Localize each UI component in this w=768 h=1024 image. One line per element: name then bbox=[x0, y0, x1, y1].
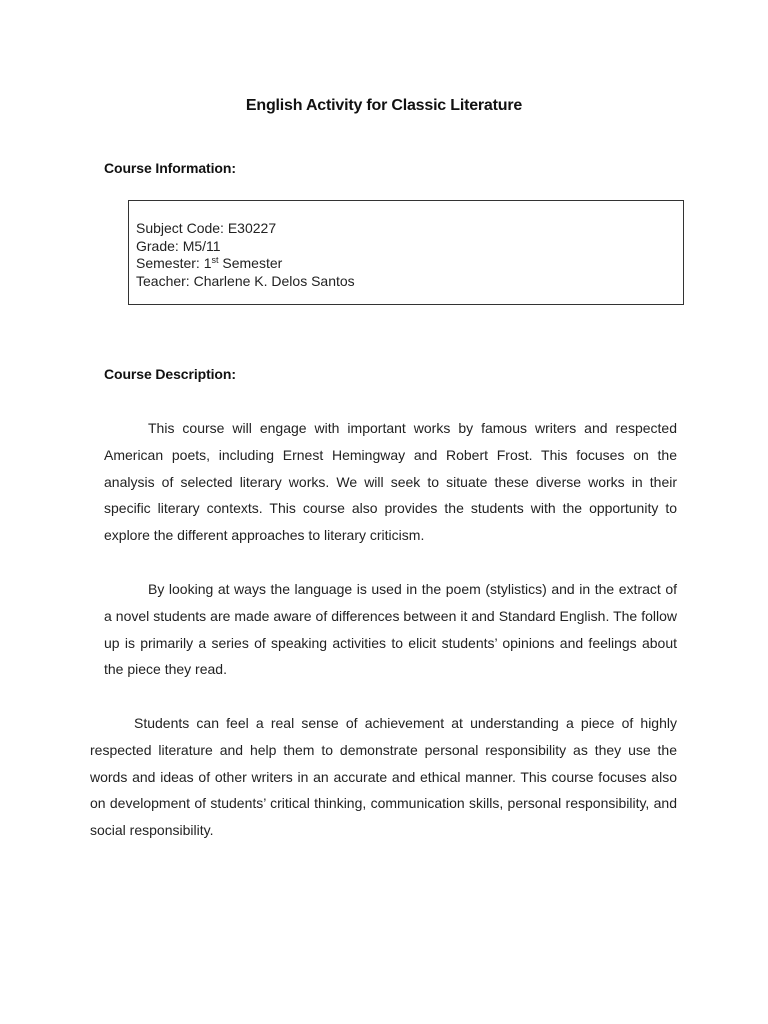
course-information-box bbox=[128, 200, 684, 305]
course-information-heading: Course Information: bbox=[104, 160, 236, 176]
description-paragraph-3: Students can feel a real sense of achievement at understanding a piece of highly respected literature and help them to demonstrate personal responsibility as they use the words and ideas of other writers in an accurate and ethical manner. This course focuses also on development of students’ critical thinking, communication skills, personal responsibility, and social responsibility. bbox=[90, 715, 677, 839]
description-paragraph-2: By looking at ways the language is used in the poem (stylistics) and in the extract of a novel students are made aware of differences between it and Standard English. The follow up is primarily a series of speaking activities to elicit students’ opinions and feelings about the piece they read. bbox=[104, 581, 677, 678]
semester-prefix: Semester: 1 bbox=[136, 255, 212, 271]
semester-suffix: Semester bbox=[218, 255, 283, 271]
document-title: English Activity for Classic Literature bbox=[245, 97, 523, 114]
semester-ordinal-suffix: st bbox=[211, 255, 219, 265]
subject-code-line: Subject Code: E30227 bbox=[136, 220, 277, 236]
semester-line bbox=[136, 255, 683, 273]
teacher-line: Teacher: Charlene K. Delos Santos bbox=[136, 272, 355, 289]
course-description-heading: Course Description: bbox=[104, 366, 236, 382]
description-paragraph-1: This course will engage with important works by famous writers and respected American poets, including Ernest Hemingway and Robert Frost. This focuses on the analysis of selected literary works. We will seek to situate these diverse works in their specific literary contexts. This course also provides the students with the opportunity to explore the different approaches to literary criticism. bbox=[104, 420, 677, 544]
grade-line: Grade: M5/11 bbox=[136, 237, 221, 254]
